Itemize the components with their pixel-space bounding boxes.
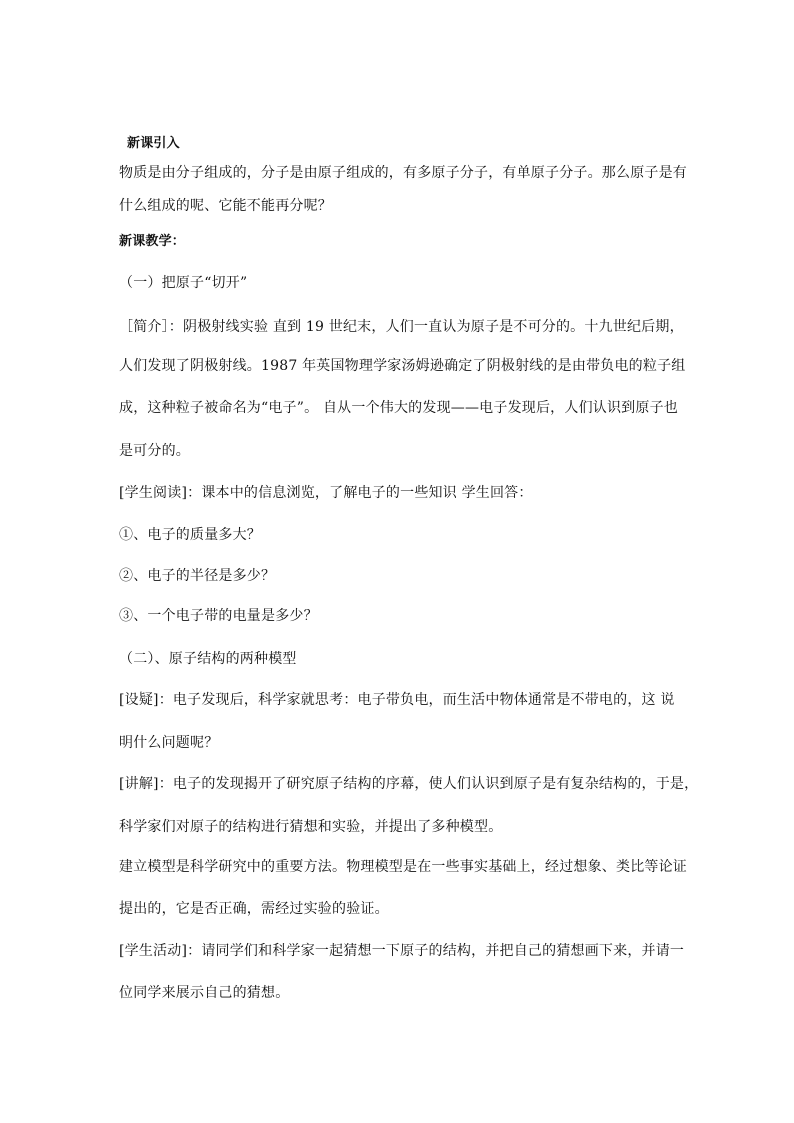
paragraph-line: 什么组成的呢、它能不能再分呢？	[119, 198, 332, 214]
paragraph-line: ［简介］：阴极射线实验 直到 19 世纪末，人们一直认为原子是不可分的。十九世纪后期，	[119, 319, 684, 335]
paragraph-line: 物质是由分子组成的，分子是由原子组成的，有多原子分子，有单原子分子。那么原子是有	[119, 165, 687, 181]
paragraph-line: [讲解]：电子的发现揭开了研究原子结构的序幕，使人们认识到原子是有复杂结构的，于是，	[119, 776, 699, 792]
paragraph-line: [学生活动]：请同学们和科学家一起猜想一下原子的结构，并把自己的猜想画下来，并请一	[119, 943, 685, 959]
question-item: ①、电子的质量多大？	[119, 527, 261, 543]
question-item: ③、一个电子带的电量是多少？	[119, 608, 318, 624]
paragraph-line: 位同学来展示自己的猜想。	[119, 985, 290, 1001]
paragraph-line: 是可分的。	[119, 443, 190, 459]
paragraph-line: 提出的，它是否正确，需经过实验的验证。	[119, 901, 389, 917]
paragraph-line: 科学家们对原子的结构进行猜想和实验，并提出了多种模型。	[119, 819, 503, 835]
heading-teaching: 新课教学：	[119, 234, 186, 249]
section-title: （一）把原子“切开”	[119, 275, 248, 291]
section-title: （二）、原子结构的两种模型	[119, 651, 297, 667]
paragraph-line: 建立模型是科学研究中的重要方法。物理模型是在一些事实基础上，经过想象、类比等论证	[119, 859, 687, 875]
paragraph-line: 明什么问题呢？	[119, 735, 219, 751]
heading-intro: 新课引入	[127, 136, 180, 151]
paragraph-line: [学生阅读]：课本中的信息浏览，了解电子的一些知识 学生回答：	[119, 485, 533, 501]
paragraph-line: 人们发现了阴极射线。1987 年英国物理学家汤姆逊确定了阴极射线的是由带负电的粒子组	[119, 358, 686, 374]
paragraph-line: [设疑]：电子发现后，科学家就思考：电子带负电，而生活中物体通常是不带电的，这 说	[119, 692, 675, 708]
paragraph-line: 成，这种粒子被命名为“电子”。 自从一个伟大的发现——电子发现后，人们认识到原子也	[119, 400, 678, 416]
question-item: ②、电子的半径是多少？	[119, 568, 276, 584]
